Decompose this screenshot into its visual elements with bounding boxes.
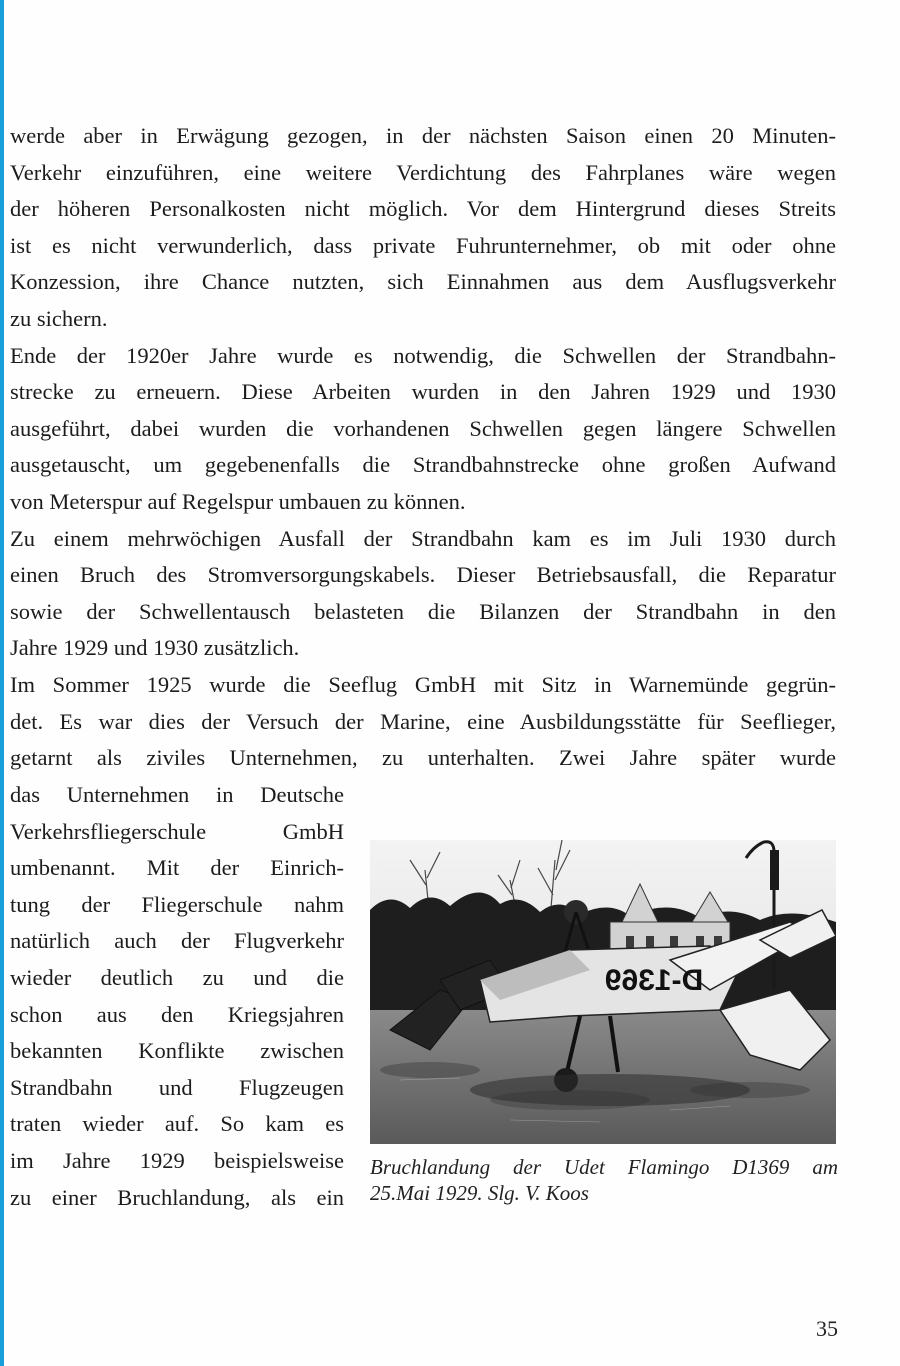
- full-width-text: [10, 118, 836, 777]
- text-line: das Unternehmen in Deutsche: [10, 782, 344, 807]
- text-line: von Meterspur auf Regelspur umbauen zu können.: [10, 488, 466, 514]
- text-line: werde aber in Erwägung gezogen, in der nächsten Saison einen 20 Minuten-: [10, 123, 836, 148]
- text-line: getarnt als ziviles Unternehmen, zu unterhalten. Zwei Jahre später wurde: [10, 745, 836, 771]
- text-line: sowie der Schwellentausch belasteten die Bilanzen der Strandbahn in den: [10, 598, 836, 624]
- text-line: zu einer Bruchlandung, als ein: [10, 1184, 344, 1210]
- text-line: Verkehr einzuführen, eine weitere Verdichtung des Fahrplanes wäre wegen: [10, 159, 836, 185]
- text-line: Jahre 1929 und 1930 zusätzlich.: [10, 635, 300, 661]
- narrow-text-column: [10, 777, 344, 1216]
- text-line: bekannten Konflikte zwischen: [10, 1038, 344, 1064]
- text-line: strecke zu erneuern. Diese Arbeiten wurden in den Jahren 1929 und 1930: [10, 379, 836, 405]
- text-line: traten wieder auf. So kam es: [10, 1111, 344, 1137]
- photo-caption: [370, 1154, 838, 1206]
- text-line: ausgeführt, dabei wurden die vorhandenen Schwellen gegen längere Schwellen: [10, 415, 836, 441]
- text-line: wieder deutlich zu und die: [10, 964, 344, 990]
- text-line: det. Es war dies der Versuch der Marine, eine Ausbildungsstätte für Seeflieger,: [10, 708, 836, 734]
- plane-registration-text: D-1369: [604, 964, 704, 997]
- text-line: tung der Fliegerschule nahm: [10, 891, 344, 917]
- page-number: 35: [816, 1316, 838, 1341]
- text-line: schon aus den Kriegsjahren: [10, 1001, 344, 1027]
- text-line: Ende der 1920er Jahre wurde es notwendig, die Schwellen der Strandbahn-: [10, 342, 836, 368]
- text-line: der höheren Personalkosten nicht möglich. Vor dem Hintergrund dieses Streits: [10, 196, 836, 222]
- text-line: umbenannt. Mit der Einrich-: [10, 855, 344, 881]
- text-line: Strandbahn und Flugzeugen: [10, 1074, 344, 1100]
- photo-figure: [370, 840, 838, 1206]
- text-line: im Jahre 1929 beispielsweise: [10, 1147, 344, 1173]
- text-line: ist es nicht verwunderlich, dass private Fuhrunternehmer, ob mit oder ohne: [10, 232, 836, 258]
- page-edge-strip: [0, 0, 4, 1366]
- text-line: zu sichern.: [10, 305, 108, 331]
- text-line: ausgetauscht, um gegebenenfalls die Strandbahnstrecke ohne großen Aufwand: [10, 452, 836, 478]
- caption-line: 25.Mai 1929. Slg. V. Koos: [370, 1181, 589, 1205]
- text-line: Verkehrsfliegerschule GmbH: [10, 818, 344, 844]
- text-line: Zu einem mehrwöchigen Ausfall der Strandbahn kam es im Juli 1930 durch: [10, 525, 836, 551]
- text-line: einen Bruch des Stromversorgungskabels. Dieser Betriebsausfall, die Reparatur: [10, 562, 836, 588]
- crashed-plane-photo: [370, 840, 836, 1144]
- text-line: Konzession, ihre Chance nutzten, sich Einnahmen aus dem Ausflugsverkehr: [10, 269, 836, 295]
- text-line: Im Sommer 1925 wurde die Seeflug GmbH mit Sitz in Warnemünde gegrün-: [10, 671, 836, 697]
- caption-line: Bruchlandung der Udet Flamingo D1369 am: [370, 1155, 838, 1179]
- text-line: natürlich auch der Flugverkehr: [10, 928, 344, 954]
